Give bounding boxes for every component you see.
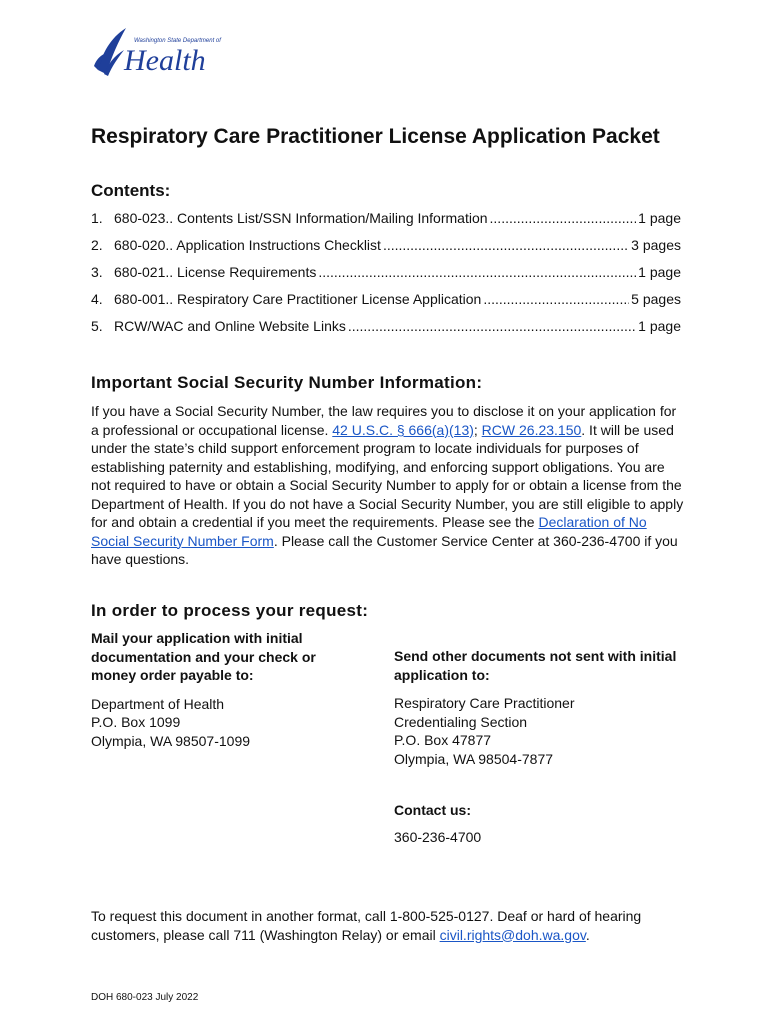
page-title: Respiratory Care Practitioner License Application Packet [91, 125, 660, 148]
contents-heading: Contents: [91, 181, 171, 200]
contents-item: 5. RCW/WAC and Online Website Links ..... 1 page [91, 318, 681, 345]
rcw-link[interactable]: RCW 26.23.150 [481, 421, 582, 438]
contact-label: Contact us: [394, 802, 471, 818]
document-id: DOH 680-023 July 2022 [91, 992, 199, 1003]
accessibility-notice: To request this document in another format, call 1-800-525-0127. Deaf or hard of hearing customers, please call 711 (Washington Relay) or email civil.rights@doh.wa.gov. [91, 908, 642, 943]
contents-item: 2. 680-020.. Application Instructions Checklist ..... 3 pages [91, 237, 681, 264]
no-ssn-declaration-link[interactable]: Declaration of No Social Security Number Form [91, 514, 647, 549]
agency-small-text: Washington State Department of [134, 38, 221, 44]
contents-item: 4. 680-001.. Respiratory Care Practitioner License Application ..... 5 pages [91, 291, 681, 318]
doh-logo [92, 24, 222, 80]
mail-application-block [91, 629, 361, 750]
contents-list [91, 210, 681, 345]
ssn-heading: Important Social Security Number Information: [91, 373, 483, 392]
other-documents-block [394, 647, 694, 768]
contact-block [394, 801, 481, 846]
process-heading: In order to process your request: [91, 601, 369, 620]
mail-address: Department of Health P.O. Box 1099 Olympia, WA 98507-1099 [91, 695, 251, 749]
contents-item: 3. 680-021.. License Requirements ..... 1 page [91, 264, 681, 291]
ssn-paragraph: If you have a Social Security Number, the law requires you to disclose it on your application for a professional or occupational license. 42 U.S.C. § 666(a)(13); RCW 26.23.150. It will be used under the state’s child support enforcement program to locate individuals for purposes of establishing paternity and establishing, modifying, and enforcing support obligations. You are not required to have or obtain a Social Security Number to apply for or obtain a license from the Department of Health. If you do not have a Social Security Number, you are still eligible to apply for and obtain a credential if you meet the requirements. Please see the Declaration of No Social Security Number Form. Please call the Customer Service Center at 360-236-4700 if you have questions. [91, 403, 684, 567]
contact-phone: 360-236-4700 [394, 828, 482, 845]
agency-name: Health [124, 44, 206, 77]
other-documents-label: Send other documents not sent with initial application to: [394, 648, 677, 683]
civil-rights-email-link[interactable]: civil.rights@doh.wa.gov [439, 926, 586, 943]
contents-item: 1. 680-023.. Contents List/SSN Information/Mailing Information ..... 1 page [91, 210, 681, 237]
usc-link[interactable]: 42 U.S.C. § 666(a)(13) [332, 421, 474, 438]
other-documents-address: Respiratory Care Practitioner Credentialing Section P.O. Box 47877 Olympia, WA 98504-7877 [394, 695, 575, 767]
mail-application-label: Mail your application with initial documentation and your check or money order payable to: [91, 630, 316, 683]
